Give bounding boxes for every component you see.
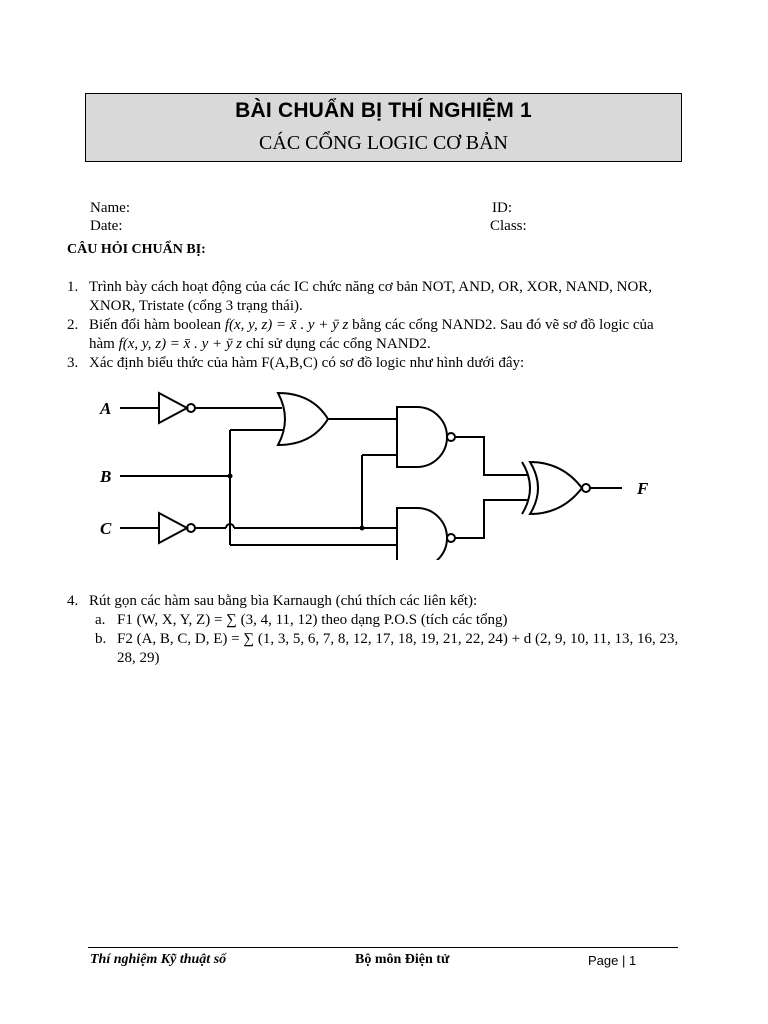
question-text-part2: bằng các cổng NAND2. Sau đó vẽ sơ đồ logic của hàm [89,317,654,352]
footer-divider [88,947,678,948]
class-label: Class: [490,218,527,234]
footer-page-number: Page | 1 [588,953,637,968]
nand-gate-1 [397,407,447,467]
junction-c [360,526,365,531]
question-text-part3: chỉ sử dụng các cổng NAND2. [242,336,431,352]
or-gate [278,393,328,445]
question-4a [67,611,679,630]
label-c: C [100,519,112,538]
id-label: ID: [492,200,512,216]
page-subtitle: CÁC CỔNG LOGIC CƠ BẢN [259,132,508,154]
title-box [85,93,682,162]
wire-nand1-xnor [455,437,528,475]
junction-b [228,474,233,479]
nand-gate-2-bubble [447,534,455,542]
label-a: A [100,399,112,418]
question-text: Trình bày cách hoạt động của các IC chức năng cơ bản NOT, AND, OR, XOR, NAND, NOR, XNOR, Tristate (cổng 3 trạng thái). [89,279,653,314]
logic-circuit-diagram [92,385,672,560]
question-4b [67,630,679,668]
footer-department: Bộ môn Điện tử [355,952,450,967]
label-b: B [100,467,112,486]
question-number: 2. [67,317,79,333]
subquestion-text: F1 (W, X, Y, Z) = ∑ (3, 4, 11, 12) theo dạng P.O.S (tích các tổng) [117,612,508,628]
question-list-top [67,278,679,373]
formula: f(x, y, z) = x̄ . y + ȳ z [224,317,349,333]
question-2 [67,316,679,354]
wire-nand2-xnor [455,500,528,538]
page-title: BÀI CHUẨN BỊ THÍ NGHIỆM 1 [235,99,532,122]
section-heading: CÂU HỎI CHUẨN BỊ: [67,242,206,257]
label-f: F [637,479,649,498]
nand-gate-2 [397,508,447,560]
xnor-gate [530,462,582,514]
question-text-part1: Biến đổi hàm boolean [89,317,225,333]
nand-gate-1-bubble [447,433,455,441]
subquestion-letter: b. [95,631,107,647]
subquestion-text: F2 (A, B, C, D, E) = ∑ (1, 3, 5, 6, 7, 8, 12, 17, 18, 19, 21, 22, 24) + d (2, 9, 10, 11, 13, 16, 23, 28, 29) [117,631,679,666]
not-gate-a [159,393,187,423]
question-text: Rút gọn các hàm sau bằng bìa Karnaugh (chú thích các liên kết): [89,593,478,609]
subquestion-letter: a. [95,612,106,628]
footer-course: Thí nghiệm Kỹ thuật số [90,952,227,967]
not-gate-c [159,513,187,543]
question-list-bottom [67,592,679,668]
question-number: 4. [67,593,79,609]
question-1 [67,278,679,316]
question-number: 3. [67,355,79,371]
name-label: Name: [90,200,130,216]
question-4 [67,592,679,611]
formula-repeat: f(x, y, z) = x̄ . y + ȳ z [118,336,243,352]
question-number: 1. [67,279,79,295]
question-text: Xác định biểu thức của hàm F(A,B,C) có sơ đồ logic như hình dưới đây: [89,355,525,371]
question-3 [67,354,679,373]
xnor-input-curve [522,462,530,514]
date-label: Date: [90,218,123,234]
